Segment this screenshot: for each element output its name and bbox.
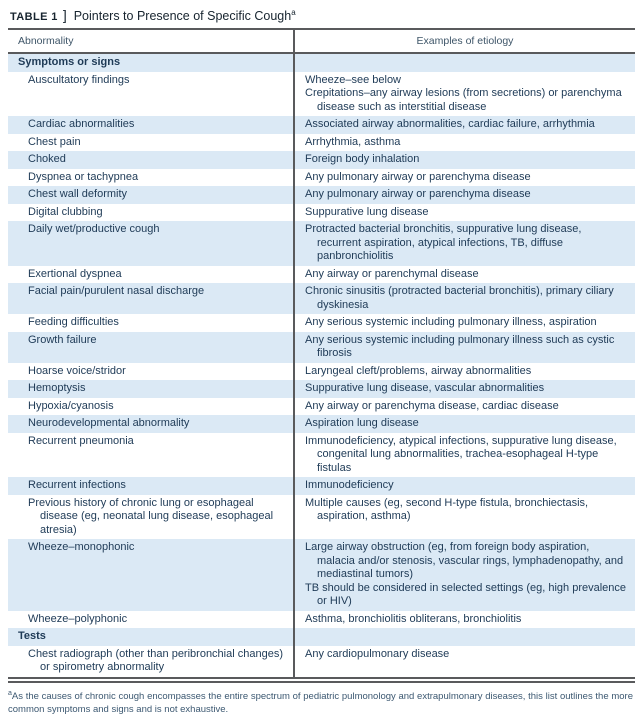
table-row bbox=[8, 151, 635, 169]
etiology-cell bbox=[295, 611, 635, 629]
etiology-cell bbox=[295, 363, 635, 381]
table-row bbox=[8, 54, 635, 72]
etiology-cell bbox=[295, 628, 635, 646]
table-row bbox=[8, 611, 635, 629]
abnormality-label: Chest radiograph (other than peribronchial changes) or spirometry abnormality bbox=[28, 647, 283, 673]
etiology-entry: Any serious systemic including pulmonary illness, aspiration bbox=[305, 316, 597, 328]
abnormality-label: Chest pain bbox=[28, 135, 81, 148]
title-main: Pointers to Presence of Specific Cough bbox=[73, 9, 292, 23]
etiology-entry: Protracted bacterial bronchitis, suppurative lung disease, recurrent aspiration, atypical infections, TB, diffuse panbronchiolitis bbox=[305, 223, 582, 262]
table-header-row bbox=[8, 30, 635, 54]
etiology-entry: Immunodeficiency, atypical infections, suppurative lung disease, congenital lung abnormalities, trachea-esophageal H-type fistulas bbox=[305, 434, 617, 474]
etiology-cell bbox=[295, 134, 635, 152]
etiology-cell bbox=[295, 539, 635, 611]
table-row bbox=[8, 495, 635, 540]
etiology-entry: Any serious systemic including pulmonary illness such as cystic fibrosis bbox=[305, 333, 615, 359]
abnormality-label: Hemoptysis bbox=[28, 382, 86, 394]
abnormality-cell bbox=[8, 332, 295, 363]
etiology-cell bbox=[295, 314, 635, 332]
abnormality-label: Dyspnea or tachypnea bbox=[28, 170, 139, 183]
abnormality-label: Symptoms or signs bbox=[18, 56, 121, 68]
abnormality-label: Growth failure bbox=[28, 333, 97, 346]
table-row bbox=[8, 380, 635, 398]
abnormality-label: Daily wet/productive cough bbox=[28, 223, 160, 235]
table-row bbox=[8, 433, 635, 478]
etiology-entry: Suppurative lung disease bbox=[305, 205, 429, 218]
abnormality-label: Feeding difficulties bbox=[28, 316, 119, 328]
abnormality-cell bbox=[8, 611, 295, 629]
abnormality-label: Previous history of chronic lung or esophageal disease (eg, neonatal lung disease, esophageal atresia) bbox=[28, 496, 274, 536]
abnormality-cell bbox=[8, 266, 295, 284]
abnormality-cell bbox=[8, 314, 295, 332]
table-row bbox=[8, 363, 635, 381]
abnormality-cell bbox=[8, 54, 295, 72]
etiology-cell bbox=[295, 116, 635, 134]
abnormality-label: Neurodevelopmental abnormality bbox=[28, 417, 190, 429]
pointers-table bbox=[8, 28, 635, 683]
etiology-entry: Multiple causes (eg, second H-type fistula, bronchiectasis, aspiration, asthma) bbox=[305, 496, 589, 522]
table-row bbox=[8, 266, 635, 284]
etiology-cell bbox=[295, 266, 635, 284]
table-bottom-rule bbox=[8, 677, 635, 683]
etiology-entry: TB should be considered in selected settings (eg, high prevalence or HIV) bbox=[305, 581, 627, 607]
abnormality-label: Exertional dyspnea bbox=[28, 267, 122, 280]
abnormality-label: Hypoxia/cyanosis bbox=[28, 399, 114, 412]
abnormality-cell bbox=[8, 380, 295, 398]
table-row bbox=[8, 116, 635, 134]
etiology-cell bbox=[295, 415, 635, 433]
footnote bbox=[8, 690, 633, 716]
etiology-cell bbox=[295, 380, 635, 398]
etiology-cell bbox=[295, 398, 635, 416]
title-text bbox=[74, 9, 296, 23]
etiology-cell bbox=[295, 151, 635, 169]
abnormality-label: Wheeze–monophonic bbox=[28, 541, 135, 553]
abnormality-label: Wheeze–polyphonic bbox=[28, 612, 128, 625]
etiology-entry: Wheeze–see below bbox=[305, 73, 402, 86]
etiology-entry: Crepitations–any airway lesions (from secretions) or parenchyma disease such as interstitial disease bbox=[305, 87, 622, 113]
table-row bbox=[8, 314, 635, 332]
etiology-cell bbox=[295, 433, 635, 478]
footnote-text: As the causes of chronic cough encompasses the entire spectrum of pediatric pulmonology and extrapulmonary diseases, this list outlines the more common symptoms and signs and is not exhaustive. bbox=[8, 690, 633, 715]
etiology-entry: Associated airway abnormalities, cardiac failure, arrhythmia bbox=[305, 118, 595, 130]
abnormality-cell bbox=[8, 495, 295, 540]
abnormality-cell bbox=[8, 539, 295, 611]
table-row bbox=[8, 283, 635, 314]
abnormality-cell bbox=[8, 72, 295, 117]
etiology-entry: Laryngeal cleft/problems, airway abnormalities bbox=[305, 364, 532, 377]
table-row bbox=[8, 204, 635, 222]
etiology-cell bbox=[295, 54, 635, 72]
etiology-cell bbox=[295, 221, 635, 266]
etiology-entry: Foreign body inhalation bbox=[305, 153, 420, 165]
abnormality-cell bbox=[8, 116, 295, 134]
table-row bbox=[8, 221, 635, 266]
abnormality-label: Cardiac abnormalities bbox=[28, 118, 135, 130]
table-row bbox=[8, 398, 635, 416]
abnormality-cell bbox=[8, 151, 295, 169]
etiology-entry: Aspiration lung disease bbox=[305, 417, 419, 429]
etiology-cell bbox=[295, 495, 635, 540]
table-row bbox=[8, 332, 635, 363]
table-row bbox=[8, 646, 635, 677]
table-row bbox=[8, 539, 635, 611]
abnormality-cell bbox=[8, 204, 295, 222]
table-row bbox=[8, 186, 635, 204]
etiology-cell bbox=[295, 283, 635, 314]
abnormality-cell bbox=[8, 398, 295, 416]
etiology-entry: Immunodeficiency bbox=[305, 479, 394, 491]
table-body bbox=[8, 54, 635, 677]
etiology-entry: Arrhythmia, asthma bbox=[305, 135, 401, 148]
abnormality-cell bbox=[8, 433, 295, 478]
abnormality-label: Hoarse voice/stridor bbox=[28, 364, 126, 377]
abnormality-cell bbox=[8, 363, 295, 381]
etiology-cell bbox=[295, 646, 635, 677]
column-header-etiology: Examples of etiology bbox=[416, 35, 514, 47]
column-header-abnormality: Abnormality bbox=[8, 30, 295, 52]
abnormality-cell bbox=[8, 221, 295, 266]
abnormality-cell bbox=[8, 169, 295, 187]
etiology-entry: Any pulmonary airway or parenchyma disease bbox=[305, 170, 531, 183]
etiology-entry: Any airway or parenchymal disease bbox=[305, 267, 479, 280]
etiology-cell bbox=[295, 204, 635, 222]
abnormality-cell bbox=[8, 628, 295, 646]
table-row bbox=[8, 134, 635, 152]
table-title bbox=[10, 7, 635, 23]
abnormality-label: Chest wall deformity bbox=[28, 188, 128, 200]
title-bracket-icon: ] bbox=[62, 7, 67, 23]
abnormality-label: Recurrent infections bbox=[28, 479, 126, 491]
etiology-cell bbox=[295, 477, 635, 495]
abnormality-cell bbox=[8, 646, 295, 677]
etiology-cell bbox=[295, 186, 635, 204]
abnormality-cell bbox=[8, 186, 295, 204]
etiology-cell bbox=[295, 332, 635, 363]
abnormality-label: Recurrent pneumonia bbox=[28, 434, 134, 447]
footnote-marker: a bbox=[8, 689, 12, 697]
etiology-entry: Asthma, bronchiolitis obliterans, bronchiolitis bbox=[305, 612, 522, 625]
title-superscript: a bbox=[291, 7, 296, 17]
table-row bbox=[8, 628, 635, 646]
etiology-entry: Large airway obstruction (eg, from foreign body aspiration, malacia and/or stenosis, vascular rings, lymphadenopathy, and mediastinal tumors) bbox=[305, 541, 624, 580]
abnormality-cell bbox=[8, 477, 295, 495]
table-row bbox=[8, 72, 635, 117]
etiology-entry: Any airway or parenchyma disease, cardiac disease bbox=[305, 399, 559, 412]
table-label: TABLE 1 bbox=[10, 11, 58, 23]
table-row bbox=[8, 169, 635, 187]
etiology-entry: Any pulmonary airway or parenchyma disease bbox=[305, 188, 531, 200]
table-row bbox=[8, 415, 635, 433]
abnormality-cell bbox=[8, 283, 295, 314]
abnormality-cell bbox=[8, 415, 295, 433]
abnormality-label: Digital clubbing bbox=[28, 205, 103, 218]
etiology-cell bbox=[295, 72, 635, 117]
abnormality-label: Auscultatory findings bbox=[28, 73, 130, 86]
abnormality-cell bbox=[8, 134, 295, 152]
abnormality-label: Tests bbox=[18, 630, 46, 642]
etiology-entry: Suppurative lung disease, vascular abnormalities bbox=[305, 382, 545, 394]
abnormality-label: Choked bbox=[28, 153, 66, 165]
etiology-cell bbox=[295, 169, 635, 187]
etiology-entry: Any cardiopulmonary disease bbox=[305, 647, 450, 660]
abnormality-label: Facial pain/purulent nasal discharge bbox=[28, 285, 205, 297]
etiology-entry: Chronic sinusitis (protracted bacterial bronchitis), primary ciliary dyskinesia bbox=[305, 285, 614, 311]
table-row bbox=[8, 477, 635, 495]
